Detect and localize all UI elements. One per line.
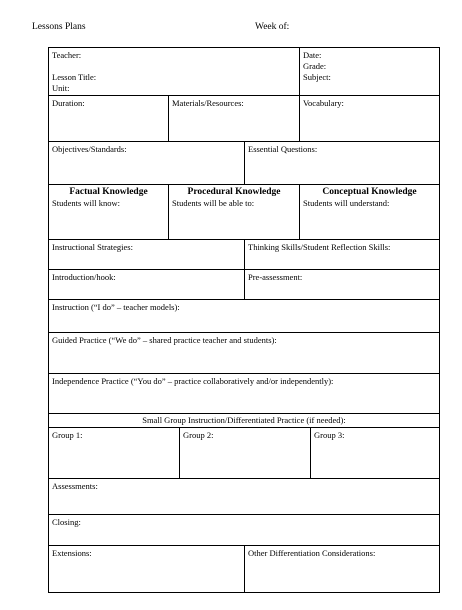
row-knowledge [48,185,440,240]
extensions-cell[interactable]: Extensions: [49,546,245,592]
row-independence-practice [48,374,440,414]
pre-assessment-cell[interactable]: Pre-assessment: [248,272,303,282]
subject-label: Subject: [303,72,331,82]
factual-knowledge-subtext: Students will know: [52,198,121,208]
objectives-cell[interactable]: Objectives/Standards: [49,142,245,184]
row-extensions [48,546,440,593]
row-teacher-info [48,47,440,96]
conceptual-knowledge-heading: Conceptual Knowledge [322,187,417,197]
teacher-info-cell[interactable] [49,48,300,95]
lesson-plan-table [48,47,440,593]
row-objectives [48,142,440,185]
group-3-cell[interactable]: Group 3: [314,430,345,440]
date-info-cell[interactable] [300,48,439,95]
closing-cell[interactable]: Closing: [52,517,81,527]
teacher-label: Teacher: [52,50,82,60]
row-introduction [48,270,440,300]
procedural-knowledge-cell[interactable] [169,185,300,239]
row-closing [48,515,440,546]
conceptual-knowledge-subtext: Students will understand: [303,198,390,208]
row-assessments [48,479,440,515]
unit-label: Unit: [52,83,70,93]
row-guided-practice [48,333,440,374]
thinking-skills-cell[interactable]: Thinking Skills/Student Reflection Skills: [248,242,391,252]
guided-practice-cell[interactable]: Guided Practice (“We do” – shared practice teacher and students): [52,335,277,345]
document-title: Lessons Plans [32,22,86,32]
conceptual-knowledge-cell[interactable] [300,185,439,239]
week-of-label: Week of: [255,22,290,32]
introduction-hook-cell[interactable]: Introduction/hook: [49,270,245,299]
procedural-knowledge-subtext: Students will be able to: [172,198,255,208]
vocabulary-cell[interactable]: Vocabulary: [303,98,344,108]
instructional-strategies-cell[interactable]: Instructional Strategies: [49,240,245,269]
procedural-knowledge-heading: Procedural Knowledge [187,187,281,197]
small-group-heading: Small Group Instruction/Differentiated Practice (if needed): [142,415,346,425]
group-2-cell[interactable]: Group 2: [180,428,311,478]
row-strategies [48,240,440,270]
row-groups [48,428,440,479]
date-label: Date: [303,50,322,60]
grade-label: Grade: [303,61,327,71]
group-1-cell[interactable]: Group 1: [49,428,180,478]
instruction-cell[interactable]: Instruction (“I do” – teacher models): [52,302,180,312]
assessments-cell[interactable]: Assessments: [52,481,98,491]
row-duration [48,96,440,142]
independence-practice-cell[interactable]: Independence Practice (“You do” – practice collaboratively and/or independently): [52,376,334,386]
essential-questions-cell[interactable]: Essential Questions: [248,144,318,154]
materials-cell[interactable]: Materials/Resources: [169,96,300,141]
factual-knowledge-cell[interactable] [49,185,169,239]
spacer-line [52,61,296,72]
lesson-title-label: Lesson Title: [52,72,97,82]
other-differentiation-cell[interactable]: Other Differentiation Considerations: [248,548,376,558]
duration-cell[interactable]: Duration: [49,96,169,141]
factual-knowledge-heading: Factual Knowledge [69,187,148,197]
row-small-group [48,414,440,428]
row-instruction [48,300,440,333]
